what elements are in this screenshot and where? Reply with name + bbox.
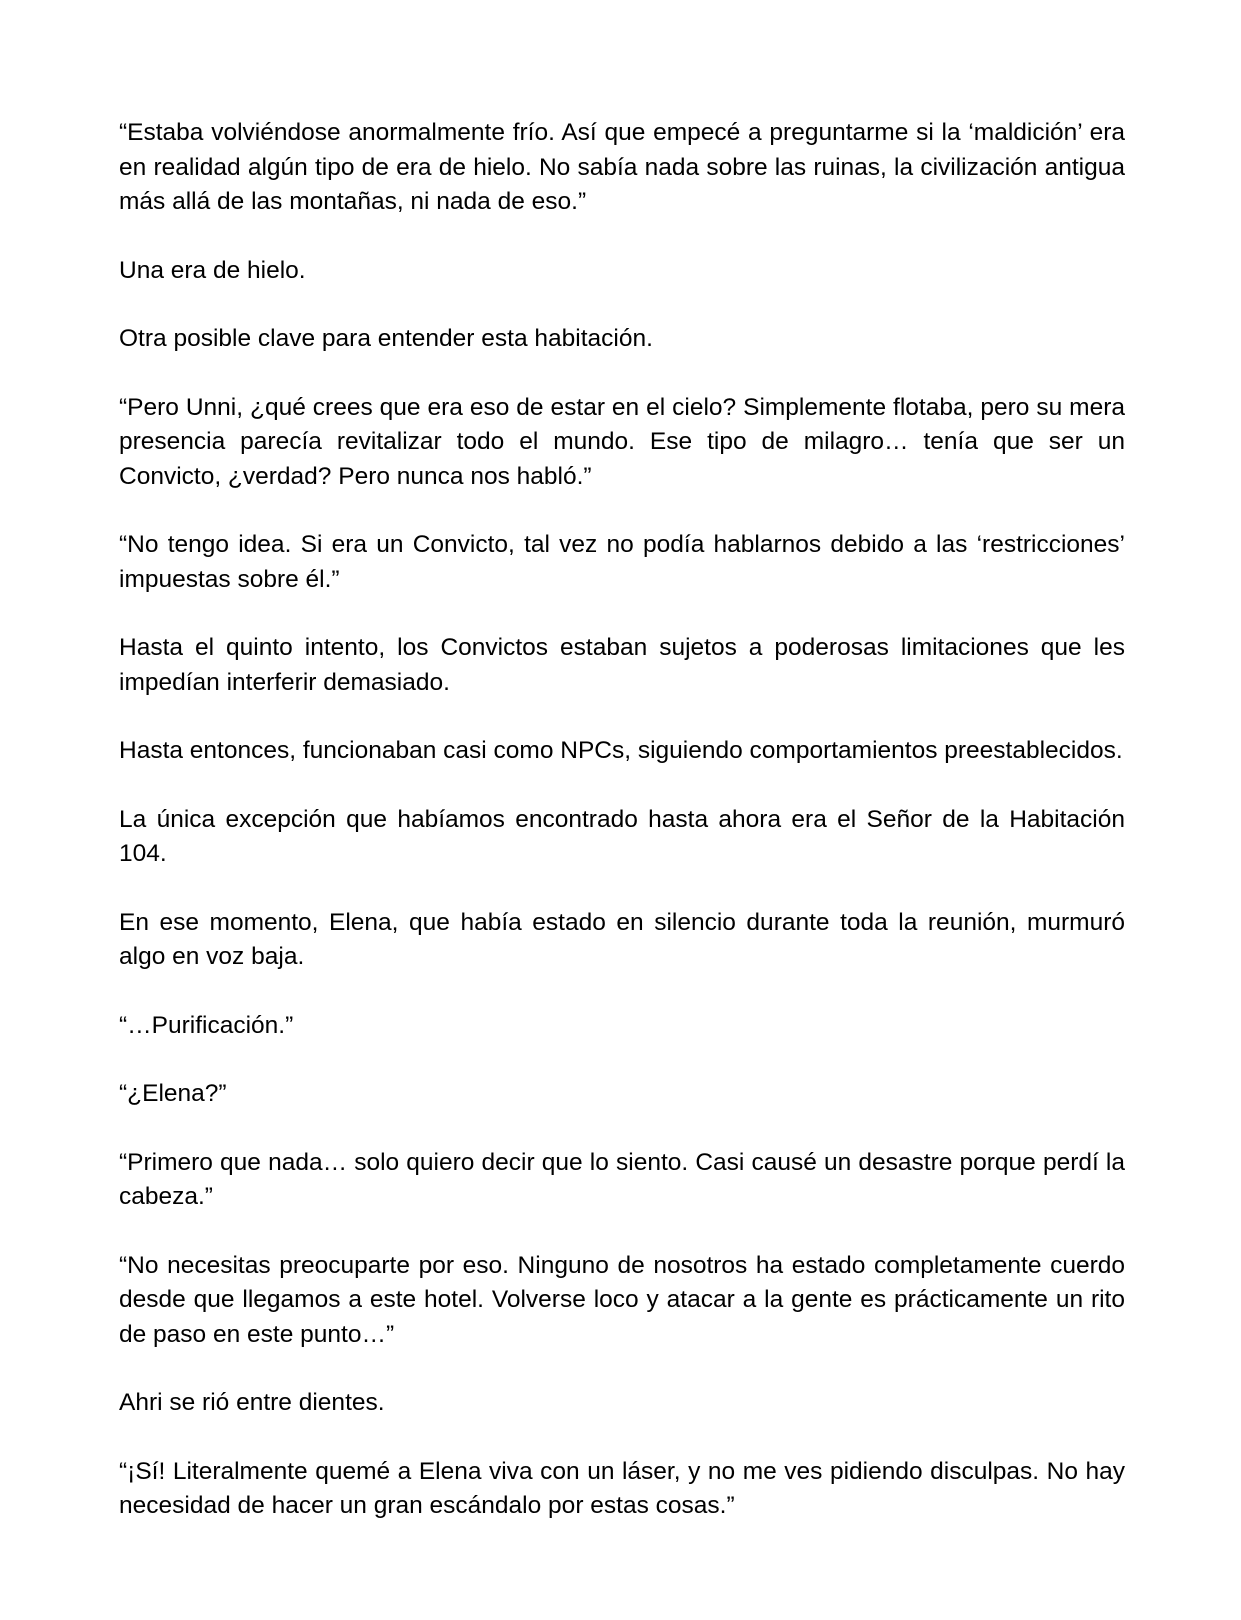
paragraph: “No tengo idea. Si era un Convicto, tal vez no podía hablarnos debido a las ‘restricciones’ impuestas sobre él.” [119,531,1125,593]
paragraph: La única excepción que habíamos encontrado hasta ahora era el Señor de la Habitación 104. [119,805,1125,867]
paragraph: Hasta el quinto intento, los Convictos estaban sujetos a poderosas limitaciones que les impedían interferir demasiado. [119,634,1125,696]
document-page [119,116,1125,1558]
paragraph: “Primero que nada… solo quiero decir que lo siento. Casi causé un desastre porque perdí la cabeza.” [119,1148,1125,1210]
paragraph: “…Purificación.” [119,1011,294,1039]
paragraph: Una era de hielo. [119,256,306,284]
paragraph: “Pero Unni, ¿qué crees que era eso de estar en el cielo? Simplemente flotaba, pero su mera presencia parecía revitalizar todo el mundo. Ese tipo de milagro… tenía que ser un Convicto, ¿verdad? Pero nunca nos habló.” [119,393,1125,490]
paragraph: “No necesitas preocuparte por eso. Ninguno de nosotros ha estado completamente cuerdo desde que llegamos a este hotel. Volverse loco y atacar a la gente es prácticamente un rito de paso en este punto…” [119,1251,1125,1348]
paragraph: Hasta entonces, funcionaban casi como NPCs, siguiendo comportamientos preestablecidos. [119,737,1123,764]
paragraph: Ahri se rió entre dientes. [119,1389,385,1416]
paragraph: “Estaba volviéndose anormalmente frío. Así que empecé a preguntarme si la ‘maldición’ era en realidad algún tipo de era de hielo. No sabía nada sobre las ruinas, la civilización antigua más allá de las montañas, ni nada de eso.” [119,119,1125,215]
paragraph: “¡Sí! Literalmente quemé a Elena viva con un láser, y no me ves pidiendo disculpas. No hay necesidad de hacer un gran escándalo por estas cosas.” [119,1457,1125,1519]
paragraph: “¿Elena?” [119,1080,227,1107]
paragraph: Otra posible clave para entender esta habitación. [119,325,653,352]
paragraph: En ese momento, Elena, que había estado en silencio durante toda la reunión, murmuró algo en voz baja. [119,908,1125,970]
